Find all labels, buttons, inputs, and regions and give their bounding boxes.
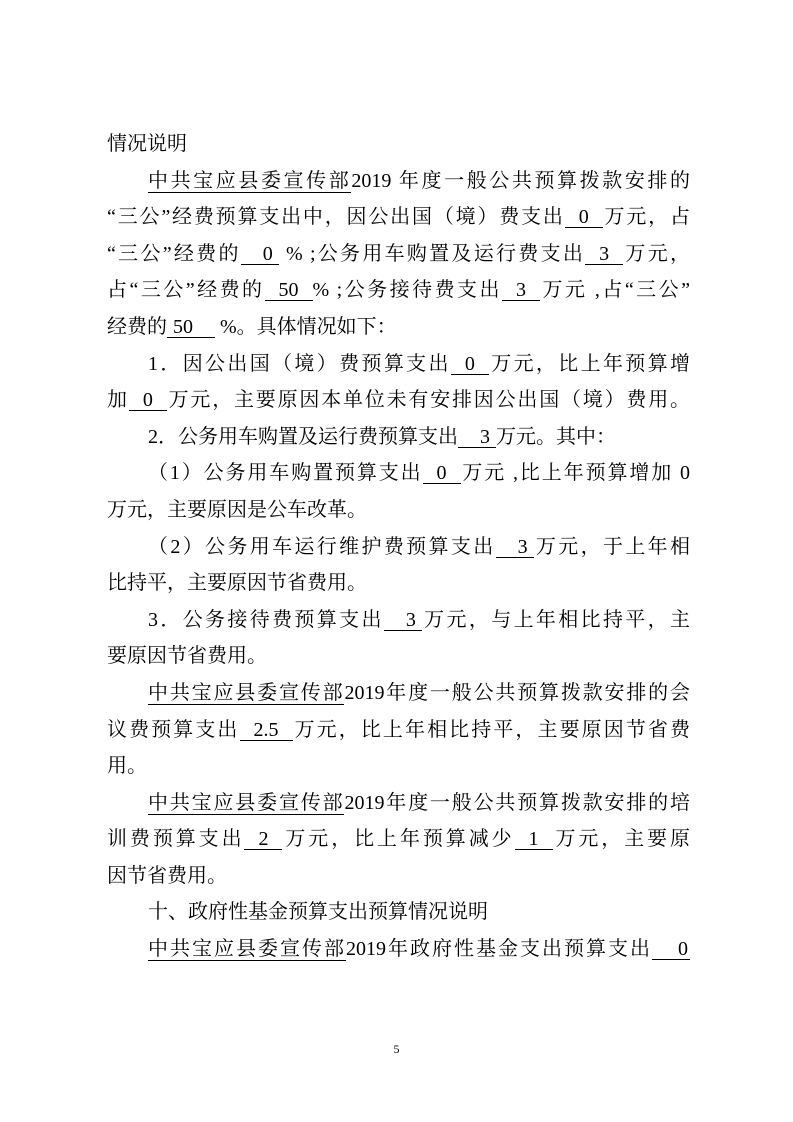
blank-value: 3 — [502, 280, 540, 301]
text-segment: 2019年度一般公共预算拨款安排的会 — [344, 681, 691, 704]
org-name: 中共宝应县委宣传部 — [148, 791, 345, 814]
text-line — [107, 858, 690, 895]
text-segment: % ;公务接待费支出 — [312, 279, 502, 302]
text-segment: “三公”经费的 — [107, 242, 241, 265]
text-line — [107, 785, 690, 822]
blank-value: 0 — [241, 244, 279, 265]
org-name: 中共宝应县委宣传部 — [148, 938, 346, 961]
text-segment: 训费预算支出 — [107, 828, 245, 851]
text-segment: 万元 ,比上年预算增加 0 — [460, 462, 690, 485]
text-line — [107, 346, 690, 383]
text-segment: （1）公务用车购置预算支出 — [148, 462, 423, 485]
text-segment: 万元，与上年相比持平，主 — [421, 608, 691, 631]
blank-value: 3 — [585, 244, 623, 265]
text-line — [107, 602, 690, 639]
text-segment: 用。 — [107, 755, 147, 778]
blank-value: 3 — [458, 427, 496, 448]
section-heading: 情况说明 — [107, 133, 187, 155]
section-heading-fund: 十、政府性基金预算支出预算情况说明 — [148, 901, 488, 924]
text-segment: 比持平，主要原因节省费用。 — [107, 572, 367, 595]
text-line — [107, 272, 690, 309]
blank-value: 0 — [423, 463, 461, 484]
text-segment: 议费预算支出 — [107, 718, 240, 741]
text-segment: % ;公务用车购置及运行费支出 — [278, 242, 586, 265]
text-segment: 万元，主要原因是公车改革。 — [107, 498, 367, 521]
text-segment: 经费的 — [107, 315, 167, 338]
blank-value: 1 — [515, 829, 553, 850]
text-segment: 1．因公出国（境）费预算支出 — [148, 352, 451, 375]
text-segment: 2019年政府性基金支出预算支出 — [346, 938, 652, 961]
blank-value: 3 — [384, 610, 422, 631]
text-line — [107, 382, 690, 419]
blank-value: 2.5 — [240, 720, 293, 741]
text-segment: 万元，于上年相 — [533, 535, 691, 558]
blank-value: 0 — [129, 390, 167, 411]
text-segment: 2019 年度一般公共预算拨款安排的 — [351, 169, 691, 192]
text-segment: 万元，比上年预算增 — [488, 352, 691, 375]
text-line — [107, 236, 690, 273]
text-segment: 因节省费用。 — [107, 864, 227, 887]
text-line — [107, 455, 690, 492]
document-body — [107, 126, 690, 968]
text-segment: 万元 ,占“三公” — [540, 279, 690, 302]
text-segment: 万元，比上年相比持平，主要原因节省费 — [292, 718, 690, 741]
text-segment: 万元，主要原因本单位未有安排因公出国（境）费用。 — [166, 389, 691, 412]
text-line — [107, 199, 690, 236]
page-number: 5 — [393, 1042, 400, 1056]
text-line — [107, 748, 690, 785]
text-line — [107, 529, 690, 566]
text-segment: 2019年度一般公共预算拨款安排的培 — [344, 791, 691, 814]
text-segment: 3．公务接待费预算支出 — [148, 608, 384, 631]
text-line — [107, 163, 690, 200]
text-line — [107, 931, 690, 968]
blank-value: 0 — [565, 207, 603, 228]
text-segment: 万元。其中： — [496, 425, 616, 448]
blank-value: 50 — [265, 280, 313, 301]
blank-value: 50 — [167, 317, 215, 338]
text-segment: 加 — [107, 389, 129, 412]
blank-value: 0 — [451, 354, 489, 375]
text-line — [107, 565, 690, 602]
blank-value: 2 — [244, 829, 282, 850]
text-segment: 万元，占 — [602, 206, 691, 229]
blank-value: 0 — [652, 939, 690, 960]
text-segment: “三公”经费预算支出中，因公出国（境）费支出 — [107, 206, 565, 229]
text-segment: 万元，主要原 — [552, 828, 691, 851]
text-segment: （2）公务用车运行维护费预算支出 — [148, 535, 496, 558]
text-line — [107, 309, 690, 346]
org-name: 中共宝应县委宣传部 — [148, 169, 352, 192]
text-segment: 万元，比上年预算减少 — [282, 828, 515, 851]
text-segment: 占“三公”经费的 — [107, 279, 265, 302]
text-line — [107, 419, 690, 456]
blank-value: 3 — [496, 537, 534, 558]
text-segment: %。具体情况如下： — [215, 315, 397, 338]
text-line — [107, 821, 690, 858]
text-line — [107, 638, 690, 675]
org-name: 中共宝应县委宣传部 — [148, 681, 345, 704]
text-line — [107, 492, 690, 529]
text-segment: 2．公务用车购置及运行费预算支出 — [148, 425, 458, 448]
text-line — [107, 712, 690, 749]
text-segment: 要原因节省费用。 — [107, 645, 267, 668]
text-line — [107, 675, 690, 712]
text-segment: 万元， — [623, 242, 690, 265]
